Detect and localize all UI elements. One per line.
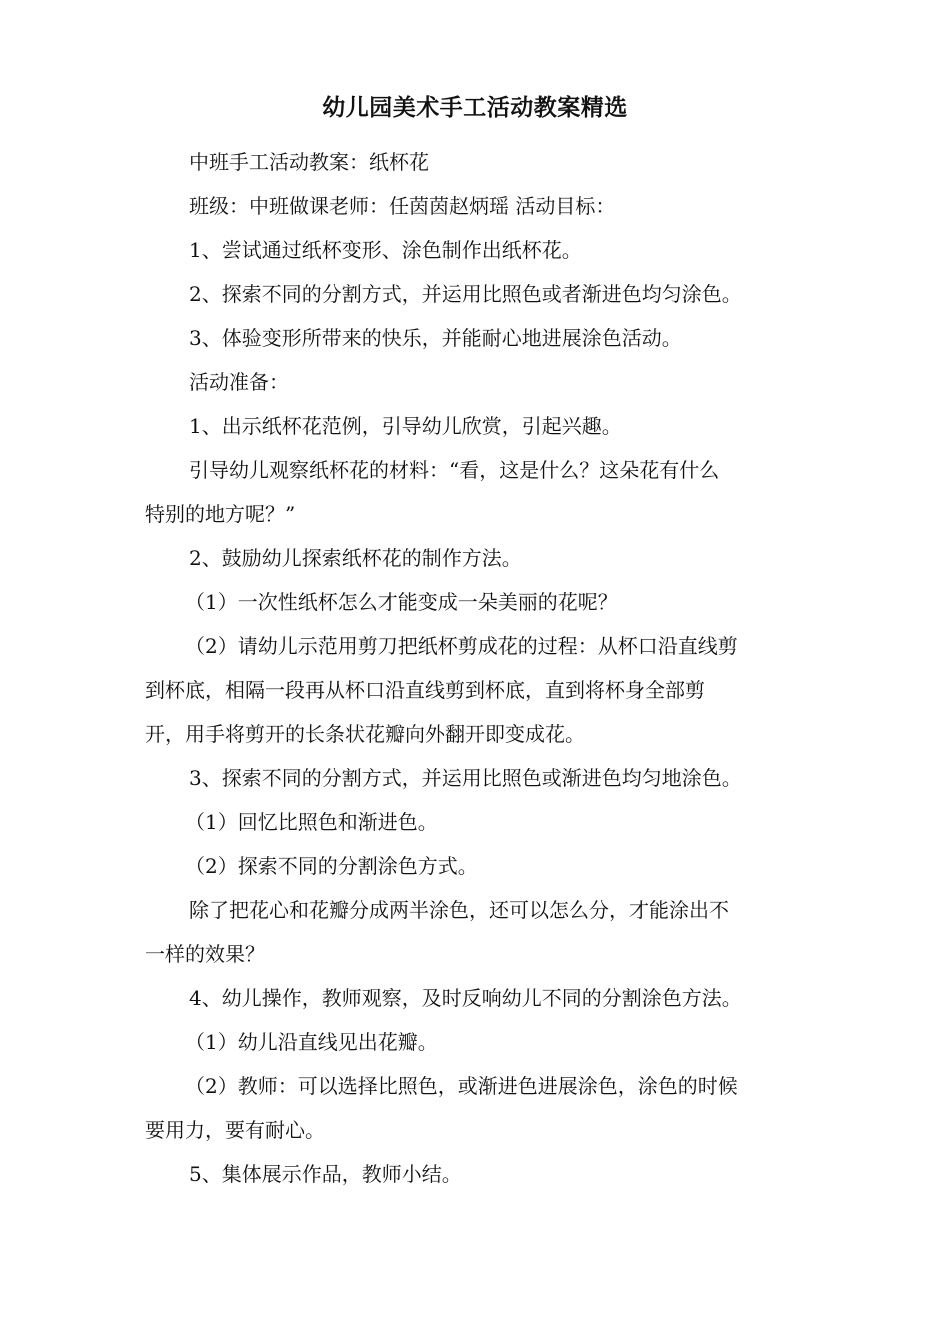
paragraph-line: 3、探索不同的分割方式，并运用比照色或渐进色均匀地涂色。	[189, 766, 742, 790]
paragraph-line: 中班手工活动教案：纸杯花	[189, 150, 429, 174]
paragraph-line: （2）请幼儿示范用剪刀把纸杯剪成花的过程：从杯口沿直线剪	[185, 634, 738, 658]
paragraph-line: 1、尝试通过纸杯变形、涂色制作出纸杯花。	[189, 238, 582, 262]
document-title: 幼儿园美术手工活动教案精选	[322, 95, 628, 121]
document-body	[145, 140, 810, 1196]
paragraph-line: 4、幼儿操作，教师观察，及时反响幼儿不同的分割涂色方法。	[189, 986, 742, 1010]
paragraph-line: 2、鼓励幼儿探索纸杯花的制作方法。	[189, 546, 522, 570]
paragraph-line: （2）教师：可以选择比照色，或渐进色进展涂色，涂色的时候	[185, 1074, 738, 1098]
paragraph-line: 要用力，要有耐心。	[145, 1118, 325, 1142]
paragraph-line: （1）一次性纸杯怎么才能变成一朵美丽的花呢？	[185, 590, 618, 614]
paragraph-line: 特别的地方呢？”	[145, 502, 296, 526]
paragraph-line: 活动准备：	[189, 370, 289, 394]
paragraph-line: 1、出示纸杯花范例，引导幼儿欣赏，引起兴趣。	[189, 414, 622, 438]
paragraph-line: 引导幼儿观察纸杯花的材料：“看，这是什么？这朵花有什么	[189, 458, 720, 482]
paragraph-line: 一样的效果？	[145, 942, 265, 966]
paragraph-line: （1）回忆比照色和渐进色。	[185, 810, 438, 834]
paragraph-line: 3、体验变形所带来的快乐，并能耐心地进展涂色活动。	[189, 326, 682, 350]
paragraph-line: 开，用手将剪开的长条状花瓣向外翻开即变成花。	[145, 722, 585, 746]
paragraph-line: 2、探索不同的分割方式，并运用比照色或者渐进色均匀涂色。	[189, 282, 742, 306]
paragraph-line: （1）幼儿沿直线见出花瓣。	[185, 1030, 438, 1054]
paragraph-line: （2）探索不同的分割涂色方式。	[185, 854, 478, 878]
paragraph-line: 到杯底，相隔一段再从杯口沿直线剪到杯底，直到将杯身全部剪	[145, 678, 705, 702]
paragraph-line: 班级：中班做课老师：任茵茵赵炳瑶 活动目标：	[189, 194, 616, 218]
paragraph-line: 5、集体展示作品，教师小结。	[189, 1162, 462, 1186]
paragraph-line: 除了把花心和花瓣分成两半涂色，还可以怎么分，才能涂出不	[189, 898, 729, 922]
